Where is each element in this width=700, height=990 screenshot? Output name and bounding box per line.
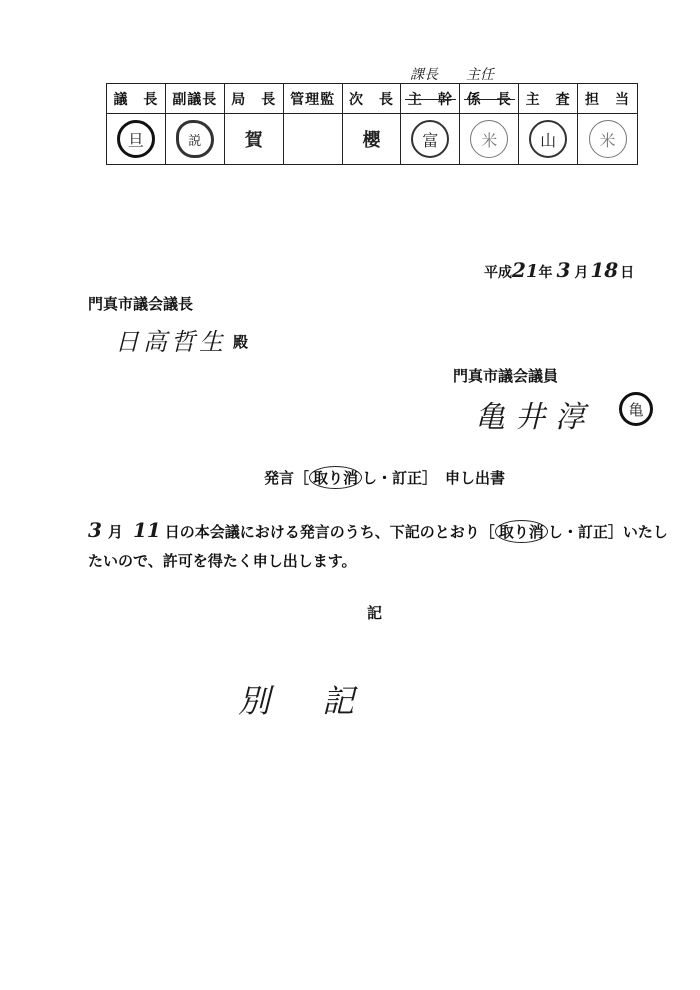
header-section-chief: 係 長 <box>460 84 519 114</box>
date-month-handwritten: 3 <box>556 258 571 282</box>
seal-stamp: 山 <box>529 120 567 158</box>
stamp-cell-chairman <box>107 114 166 164</box>
header-chairman: 議 長 <box>107 84 166 114</box>
addressee-title: 門真市議会議長 <box>88 295 194 313</box>
header-supervisor: 管理監 <box>284 84 343 114</box>
handwritten-shunin: 主任 <box>466 67 494 83</box>
date-day-handwritten: 18 <box>590 258 619 282</box>
body-line-1 <box>88 518 668 543</box>
seal-stamp: 説 <box>176 120 214 158</box>
addressee-honorific: 殿 <box>233 333 249 351</box>
handwritten-kacho: 課長 <box>410 67 438 83</box>
header-vice-chairman: 副議長 <box>166 84 225 114</box>
seal-stamp: 富 <box>411 120 449 158</box>
stamp-cell-section-chief <box>460 114 519 164</box>
stamp-cell-deputy-chief <box>343 114 402 164</box>
sender-title: 門真市議会議員 <box>453 367 559 385</box>
body-text-b: し・訂正］いたし <box>547 523 668 541</box>
header-person-in-charge: 担 当 <box>578 84 637 114</box>
header-bureau-chief: 局 長 <box>225 84 284 114</box>
date-year-handwritten: 2 <box>512 258 526 282</box>
body-circled-option: 取り消 <box>495 520 548 543</box>
stamp-cell-supervisor <box>284 114 343 164</box>
seal-stamp: 賀 <box>244 130 263 151</box>
stamp-cell-chief-officer <box>401 114 460 164</box>
body-month-label: 月 <box>107 523 123 541</box>
approval-stamp-table <box>106 83 638 165</box>
title-prefix: 発言［ <box>264 469 310 487</box>
seal-stamp: 米 <box>589 120 627 158</box>
stamp-cell-inspector <box>519 114 578 164</box>
title-suffix: 申し出書 <box>445 469 506 487</box>
seal-stamp: 櫻 <box>362 130 381 151</box>
sender-seal: 亀 <box>619 392 653 426</box>
title-circled-option: 取り消 <box>309 466 362 489</box>
bekki-handwritten: 別 記 <box>238 682 365 720</box>
sender-name-handwritten: 亀井淳 <box>475 400 595 435</box>
stamp-cell-person-in-charge <box>578 114 637 164</box>
date-day-label: 日 <box>620 265 635 281</box>
title-middle: し・訂正］ <box>362 469 438 487</box>
header-inspector: 主 査 <box>519 84 578 114</box>
stamp-cell-vice-chairman <box>166 114 225 164</box>
ki-heading: 記 <box>367 604 383 622</box>
document-title <box>264 466 505 489</box>
body-text-a: 日の本会議における発言のうち、下記のとおり［ <box>164 523 495 541</box>
seal-stamp: 旦 <box>117 120 155 158</box>
date-year-suffix: 1 <box>525 261 539 282</box>
date-era: 平成 <box>484 265 512 281</box>
addressee-name-handwritten: 日高哲生 <box>115 328 227 356</box>
date-month-label: 月 <box>574 265 589 281</box>
body-day-handwritten: 11 <box>132 518 161 542</box>
body-month-handwritten: 3 <box>88 518 102 542</box>
header-chief-officer: 主 幹 <box>401 84 460 114</box>
stamp-cell-bureau-chief <box>225 114 284 164</box>
seal-stamp: 米 <box>470 120 508 158</box>
date-line <box>484 258 634 282</box>
header-deputy-chief: 次 長 <box>343 84 402 114</box>
date-year-label: 年 <box>538 265 553 281</box>
body-line-2: たいので、許可を得たく申し出します。 <box>88 552 357 570</box>
